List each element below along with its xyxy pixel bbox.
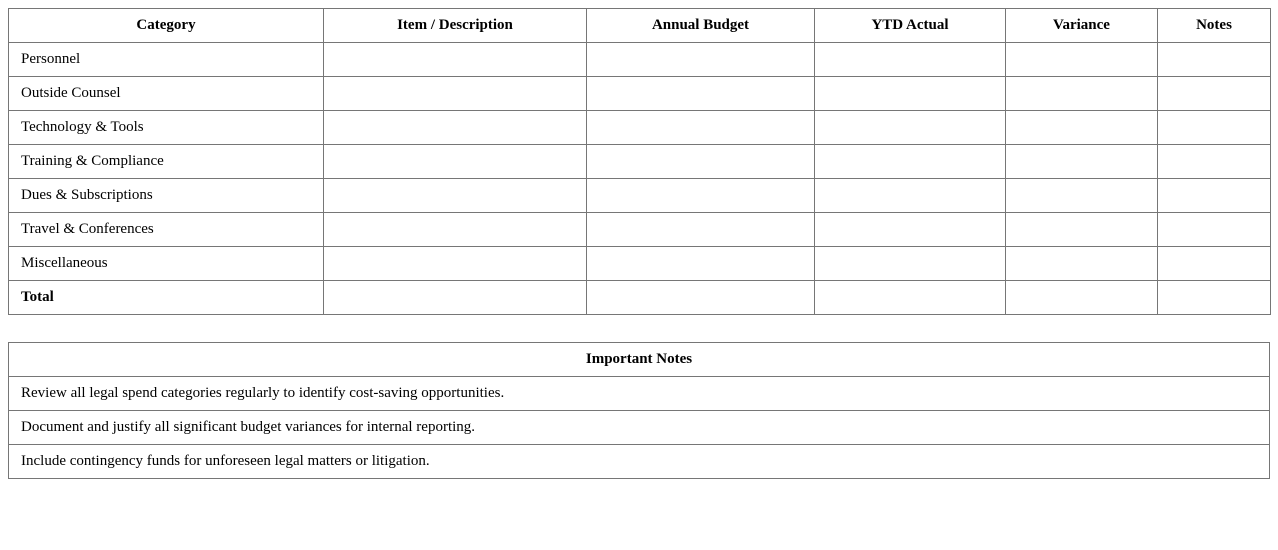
category-cell: Outside Counsel [9, 77, 324, 111]
item-description-cell [324, 179, 587, 213]
category-cell: Personnel [9, 43, 324, 77]
legal-budget-table [8, 8, 1271, 315]
important-notes-table [8, 342, 1270, 479]
ytd-actual-cell [815, 77, 1006, 111]
notes-cell [1158, 77, 1271, 111]
header-category: Category [9, 9, 324, 43]
table-row [9, 213, 1271, 247]
header-row [9, 9, 1271, 43]
category-cell: Travel & Conferences [9, 213, 324, 247]
annual-budget-cell [587, 247, 815, 281]
header-ytd-actual: YTD Actual [815, 9, 1006, 43]
ytd-actual-cell [815, 281, 1006, 315]
annual-budget-cell [587, 179, 815, 213]
table-row [9, 77, 1271, 111]
annual-budget-cell [587, 145, 815, 179]
variance-cell [1006, 213, 1158, 247]
list-item [9, 411, 1270, 445]
notes-cell [1158, 43, 1271, 77]
ytd-actual-cell [815, 247, 1006, 281]
item-description-cell [324, 111, 587, 145]
notes-title: Important Notes [9, 343, 1270, 377]
annual-budget-cell [587, 111, 815, 145]
category-cell: Technology & Tools [9, 111, 324, 145]
notes-cell [1158, 247, 1271, 281]
item-description-cell [324, 145, 587, 179]
list-item [9, 377, 1270, 411]
ytd-actual-cell [815, 145, 1006, 179]
table-row [9, 145, 1271, 179]
item-description-cell [324, 247, 587, 281]
annual-budget-cell [587, 281, 815, 315]
list-item [9, 445, 1270, 479]
ytd-actual-cell [815, 111, 1006, 145]
item-description-cell [324, 213, 587, 247]
variance-cell [1006, 179, 1158, 213]
header-item-description: Item / Description [324, 9, 587, 43]
variance-cell [1006, 281, 1158, 315]
table-row [9, 247, 1271, 281]
category-cell: Miscellaneous [9, 247, 324, 281]
table-row [9, 43, 1271, 77]
item-description-cell [324, 77, 587, 111]
category-cell: Training & Compliance [9, 145, 324, 179]
notes-cell [1158, 281, 1271, 315]
item-description-cell [324, 43, 587, 77]
category-cell: Dues & Subscriptions [9, 179, 324, 213]
item-description-cell [324, 281, 587, 315]
ytd-actual-cell [815, 43, 1006, 77]
notes-header-row [9, 343, 1270, 377]
table-row [9, 179, 1271, 213]
table-row [9, 111, 1271, 145]
note-text: Document and justify all significant budget variances for internal reporting. [9, 411, 1270, 445]
ytd-actual-cell [815, 213, 1006, 247]
notes-cell [1158, 179, 1271, 213]
annual-budget-cell [587, 77, 815, 111]
variance-cell [1006, 111, 1158, 145]
variance-cell [1006, 77, 1158, 111]
variance-cell [1006, 247, 1158, 281]
notes-cell [1158, 213, 1271, 247]
notes-cell [1158, 145, 1271, 179]
header-notes: Notes [1158, 9, 1271, 43]
notes-cell [1158, 111, 1271, 145]
total-label: Total [9, 281, 324, 315]
variance-cell [1006, 43, 1158, 77]
total-row [9, 281, 1271, 315]
annual-budget-cell [587, 213, 815, 247]
note-text: Include contingency funds for unforeseen legal matters or litigation. [9, 445, 1270, 479]
annual-budget-cell [587, 43, 815, 77]
variance-cell [1006, 145, 1158, 179]
header-annual-budget: Annual Budget [587, 9, 815, 43]
header-variance: Variance [1006, 9, 1158, 43]
ytd-actual-cell [815, 179, 1006, 213]
note-text: Review all legal spend categories regularly to identify cost-saving opportunities. [9, 377, 1270, 411]
